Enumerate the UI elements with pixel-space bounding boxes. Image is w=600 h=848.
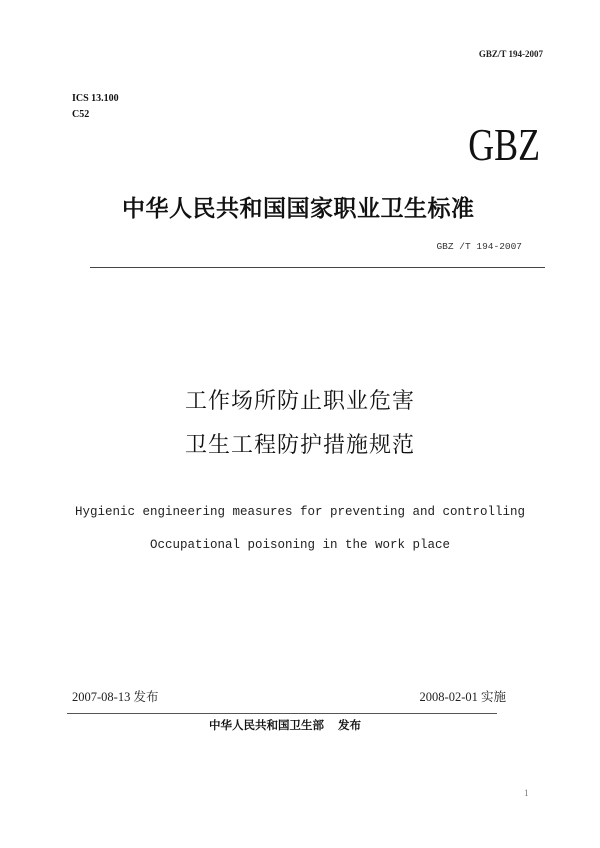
title-en-line2: Occupational poisoning in the work place [149,538,451,552]
issuer-line [0,717,600,733]
bottom-divider [67,713,497,714]
effective-date: 2008-02-01 实施 [419,690,506,704]
issuer-action: 发布 [338,718,361,732]
issuer-name: 中华人民共和国卫生部 [209,718,324,732]
ccs-code: C52 [72,109,90,120]
title-cn-line1: 工作场所防止职业危害 [184,389,415,414]
gbz-mark: GBZ [468,119,540,170]
top-divider [90,267,545,268]
header-standard-code: GBZ/T 194-2007 [478,49,543,59]
ics-code: ICS 13.100 [72,93,119,104]
title-en-line1: Hygienic engineering measures for preventing and controlling [74,505,526,519]
standard-code: GBZ /T 194-2007 [436,241,522,252]
title-cn-line2: 卫生工程防护措施规范 [184,433,415,458]
page-number: 1 [524,788,529,798]
issue-date: 2007-08-13 发布 [72,690,159,704]
standard-type-title: 中华人民共和国国家职业卫生标准 [122,196,475,222]
classification-block [72,91,119,123]
